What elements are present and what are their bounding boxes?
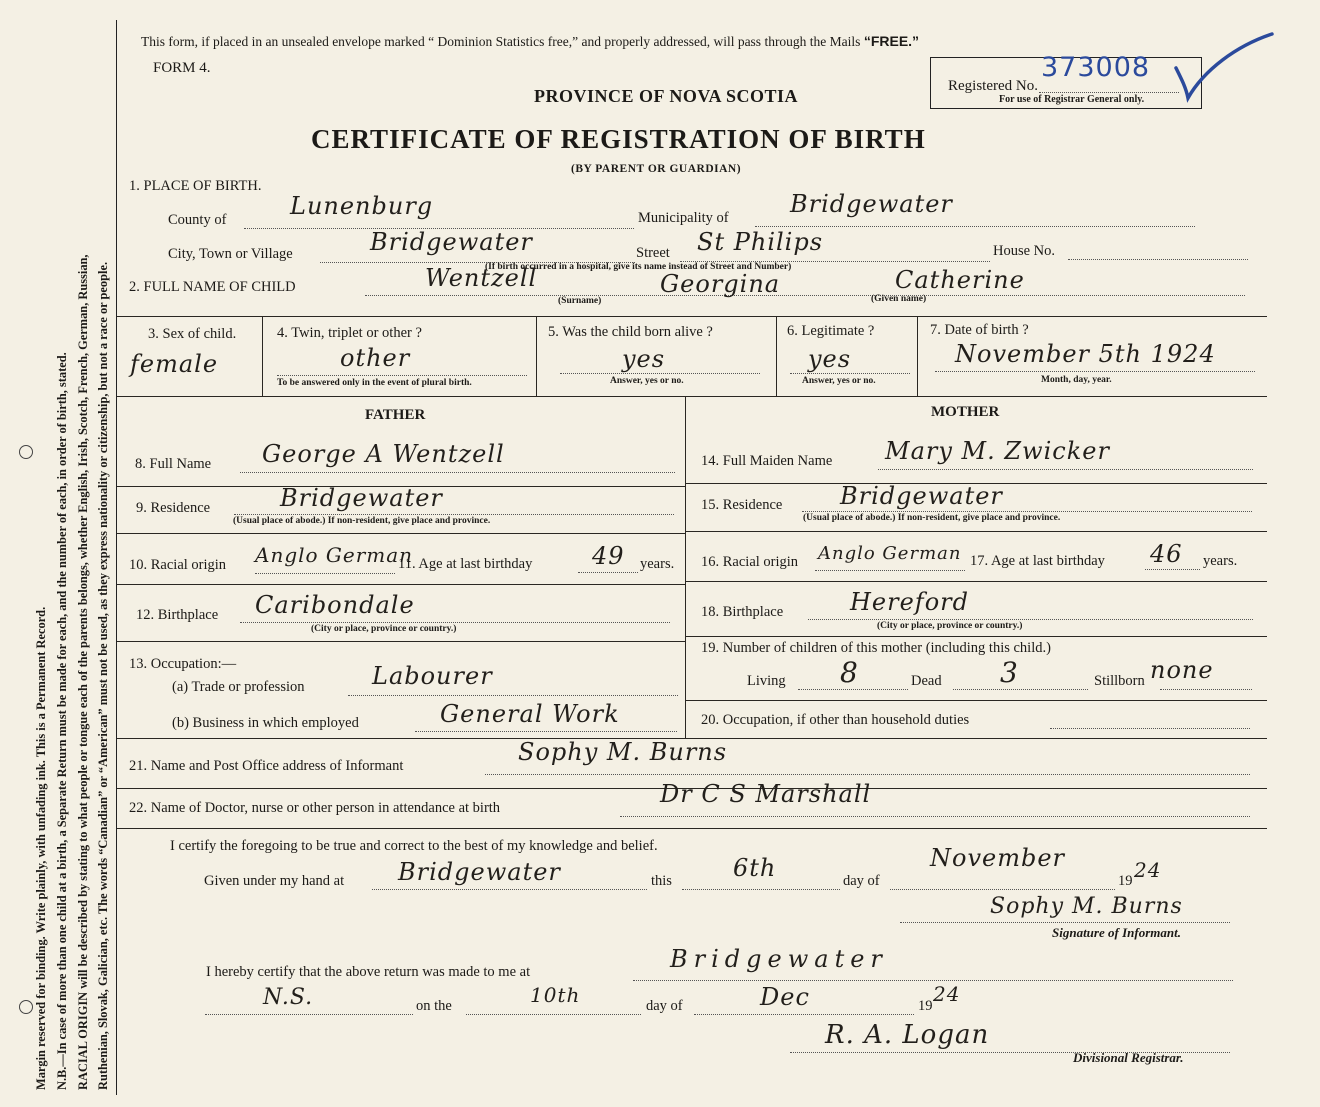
on-the-label: on the [416,998,452,1014]
father-residence-label: 9. Residence [136,500,211,516]
hospital-note: (If birth occurred in a hospital, give its name instead of Street and Number) [485,262,792,272]
municipality-value: Bridgewater [790,190,953,218]
city-label: City, Town or Village [168,246,293,262]
day-of-label: day of [843,873,880,889]
trade-label: (a) Trade or profession [172,679,305,695]
date-of-birth-label: 7. Date of birth ? [930,322,1029,338]
informant-value: Sophy M. Burns [518,738,728,766]
date-caption: Month, day, year. [1041,375,1112,385]
child-surname-value: Wentzell [425,264,538,292]
stillborn-label: Stillborn [1094,673,1145,689]
doctor-label: 22. Name of Doctor, nurse or other person in attendance at birth [129,800,501,816]
doctor-value: Dr C S Marshall [660,780,872,808]
certify-statement: I certify the foregoing to be true and correct to the best of my knowledge and belief. [170,838,658,854]
business-value: General Work [440,700,620,728]
sex-value: female [130,350,219,378]
stillborn-value: none [1150,656,1214,684]
document-title: CERTIFICATE OF REGISTRATION OF BIRTH [311,124,926,154]
sidebar-rule [116,20,117,1095]
registrar-certify-label: I hereby certify that the above return was made to me at [206,964,531,980]
county-value: Lunenburg [290,192,434,220]
mother-age-value: 46 [1150,540,1183,568]
twin-label: 4. Twin, triplet or other ? [277,325,422,341]
father-birthplace-value: Caribondale [255,591,415,619]
legitimate-value: yes [808,345,852,373]
legitimate-caption: Answer, yes or no. [802,376,876,386]
twin-note: To be answered only in the event of plural birth. [277,378,472,388]
child-given-name-value: Georgina [660,270,781,298]
mother-residence-value: Bridgewater [840,482,1003,510]
given-month-value: November [930,844,1066,872]
mother-birthplace-note: (City or place, province or country.) [877,621,1023,631]
father-racial-value: Anglo German [255,543,414,567]
registrar-signature: R. A. Logan [825,1020,990,1050]
children-label: 19. Number of children of this mother (including this child.) [701,640,1051,656]
registration-year-value: 24 [933,982,961,1006]
given-year-value: 24 [1134,858,1162,882]
punch-hole-icon [19,1000,33,1014]
house-label: House No. [993,243,1056,259]
surname-caption: (Surname) [558,296,602,306]
this-label: this [651,873,672,889]
municipality-label: Municipality of [638,210,729,226]
born-alive-label: 5. Was the child born alive ? [548,324,713,340]
city-value: Bridgewater [370,228,533,256]
father-age-value: 49 [592,542,625,570]
business-label: (b) Business in which employed [172,715,359,731]
county-label: County of [168,212,227,228]
registration-place-value: Bridgewater [670,945,888,973]
racial-origin-note-2: Ruthenian, Slovak, Galician, etc. The words “Canadian” or “American” must not be used, as they express nationality or citizenship, but not a race or people. [96,261,110,1090]
document-subtitle: (BY PARENT OR GUARDIAN) [571,163,742,175]
father-years-label: years. [640,556,675,572]
living-label: Living [747,673,786,689]
year-prefix-label-2: 19 [918,998,933,1014]
born-alive-value: yes [622,345,666,373]
registrar-note: For use of Registrar General only. [999,94,1145,105]
mother-age-label: 17. Age at last birthday [970,553,1105,569]
trade-value: Labourer [372,662,493,690]
father-residence-value: Bridgewater [280,484,443,512]
registered-label: Registered No. [948,78,1038,94]
child-second-name-value: Catherine [895,266,1025,294]
informant-label: 21. Name and Post Office address of Informant [129,758,404,774]
mail-notice: This form, if placed in an unsealed envelope marked “ Dominion Statistics free,” and properly addressed, will pass through the Mails “FREE.” [141,33,920,49]
mother-abode-note: (Usual place of abode.) If non-resident, give place and province. [803,513,1061,523]
mother-heading: MOTHER [931,404,1000,420]
check-mark-icon [1168,28,1278,108]
given-hand-label: Given under my hand at [204,873,345,889]
signature-caption: Signature of Informant. [1052,925,1181,940]
father-birthplace-label: 12. Birthplace [136,607,219,623]
punch-hole-icon [19,445,33,459]
legitimate-label: 6. Legitimate ? [787,323,875,339]
father-name-value: George A Wentzell [262,440,505,468]
racial-origin-note-1: RACIAL ORIGIN will be described by stating to what people or tongue each of the parents belongs, whether English, Irish, Scotch, French, German, Russian, [76,254,90,1090]
binding-margin [0,0,114,1107]
registered-number: 373008 [1041,52,1151,83]
mother-name-value: Mary M. Zwicker [885,437,1110,465]
given-name-caption: (Given name) [871,294,927,304]
father-heading: FATHER [365,407,426,423]
registered-number-box [930,52,1202,109]
mother-occupation-label: 20. Occupation, if other than household duties [701,712,970,728]
full-name-child-label: 2. FULL NAME OF CHILD [129,279,296,295]
father-birthplace-note: (City or place, province or country.) [311,624,457,634]
sex-label: 3. Sex of child. [148,326,237,342]
form-number: FORM 4. [153,60,211,76]
date-of-birth-value: November 5th 1924 [955,340,1216,368]
mother-racial-value: Anglo German [818,543,962,564]
informant-signature: Sophy M. Burns [990,894,1183,919]
mother-racial-label: 16. Racial origin [701,554,799,570]
living-value: 8 [840,656,859,689]
year-prefix-label: 19 [1118,873,1133,889]
street-value: St Philips [697,228,824,256]
registration-province-value: N.S. [263,985,314,1010]
registration-day-value: 10th [530,983,581,1007]
occupation-label: 13. Occupation:— [129,656,237,672]
street-label: Street [636,245,670,261]
father-abode-note: (Usual place of abode.) If non-resident, give place and province. [233,516,491,526]
mother-years-label: years. [1203,553,1238,569]
province-heading: PROVINCE OF NOVA SCOTIA [534,86,799,106]
registration-month-value: Dec [760,983,810,1011]
nb-note: N.B.—In case of more than one child at a birth, a Separate Return must be made for each, and the number of each, in order of birth, stated. [55,352,69,1090]
dead-label: Dead [911,673,942,689]
twin-value: other [340,344,411,372]
born-alive-caption: Answer, yes or no. [610,376,684,386]
day-of-label-2: day of [646,998,683,1014]
margin-note: Margin reserved for binding. Write plainly, with unfading ink. This is a Permanent Record. [34,606,48,1090]
mother-name-label: 14. Full Maiden Name [701,453,833,469]
father-name-label: 8. Full Name [135,456,212,472]
mother-birthplace-label: 18. Birthplace [701,604,784,620]
dead-value: 3 [1000,656,1019,689]
divisional-registrar-caption: Divisional Registrar. [1073,1050,1184,1065]
given-day-value: 6th [733,854,777,882]
given-at-value: Bridgewater [398,858,561,886]
father-racial-label: 10. Racial origin [129,557,227,573]
father-age-label: 11. Age at last birthday [398,556,533,572]
mother-residence-label: 15. Residence [701,497,783,513]
place-of-birth-label: 1. PLACE OF BIRTH. [129,178,262,194]
mother-birthplace-value: Hereford [850,588,969,616]
